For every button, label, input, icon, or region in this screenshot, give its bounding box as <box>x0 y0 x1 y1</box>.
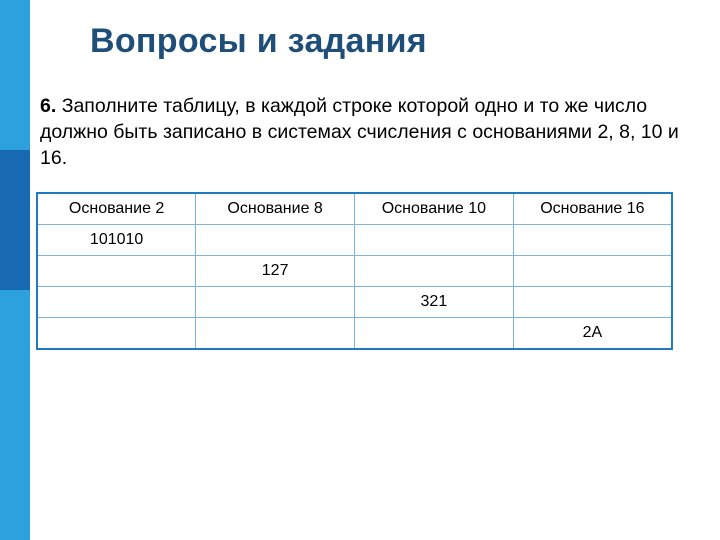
left-decorative-bar <box>0 0 30 540</box>
left-bar-accent <box>0 150 30 290</box>
header-base-16: Основание 16 <box>513 193 672 225</box>
table-header-row <box>37 193 672 225</box>
table-cell <box>513 287 672 318</box>
table-cell <box>37 318 196 350</box>
table-cell <box>355 318 514 350</box>
task-number: 6. <box>40 95 57 117</box>
table-cell <box>513 256 672 287</box>
table-cell: 101010 <box>37 225 196 256</box>
header-base-8: Основание 8 <box>196 193 355 225</box>
task-body: Заполните таблицу, в каждой строке которой одно и то же число должно быть записано в системах счисления с основаниями 2, 8, 10 и 16. <box>40 95 679 169</box>
table-cell <box>196 287 355 318</box>
table-cell: 321 <box>355 287 514 318</box>
number-systems-table <box>36 192 673 350</box>
table-cell: 2A <box>513 318 672 350</box>
header-base-10: Основание 10 <box>355 193 514 225</box>
table-cell <box>355 256 514 287</box>
table-cell <box>355 225 514 256</box>
table-row <box>37 256 672 287</box>
header-base-2: Основание 2 <box>37 193 196 225</box>
table-cell: 127 <box>196 256 355 287</box>
table-row <box>37 225 672 256</box>
page-title: Вопросы и задания <box>90 22 427 60</box>
table-cell <box>513 225 672 256</box>
table-cell <box>37 287 196 318</box>
task-text <box>40 93 690 171</box>
table-cell <box>196 225 355 256</box>
table-cell <box>196 318 355 350</box>
table-row <box>37 287 672 318</box>
table-row <box>37 318 672 350</box>
table-cell <box>37 256 196 287</box>
